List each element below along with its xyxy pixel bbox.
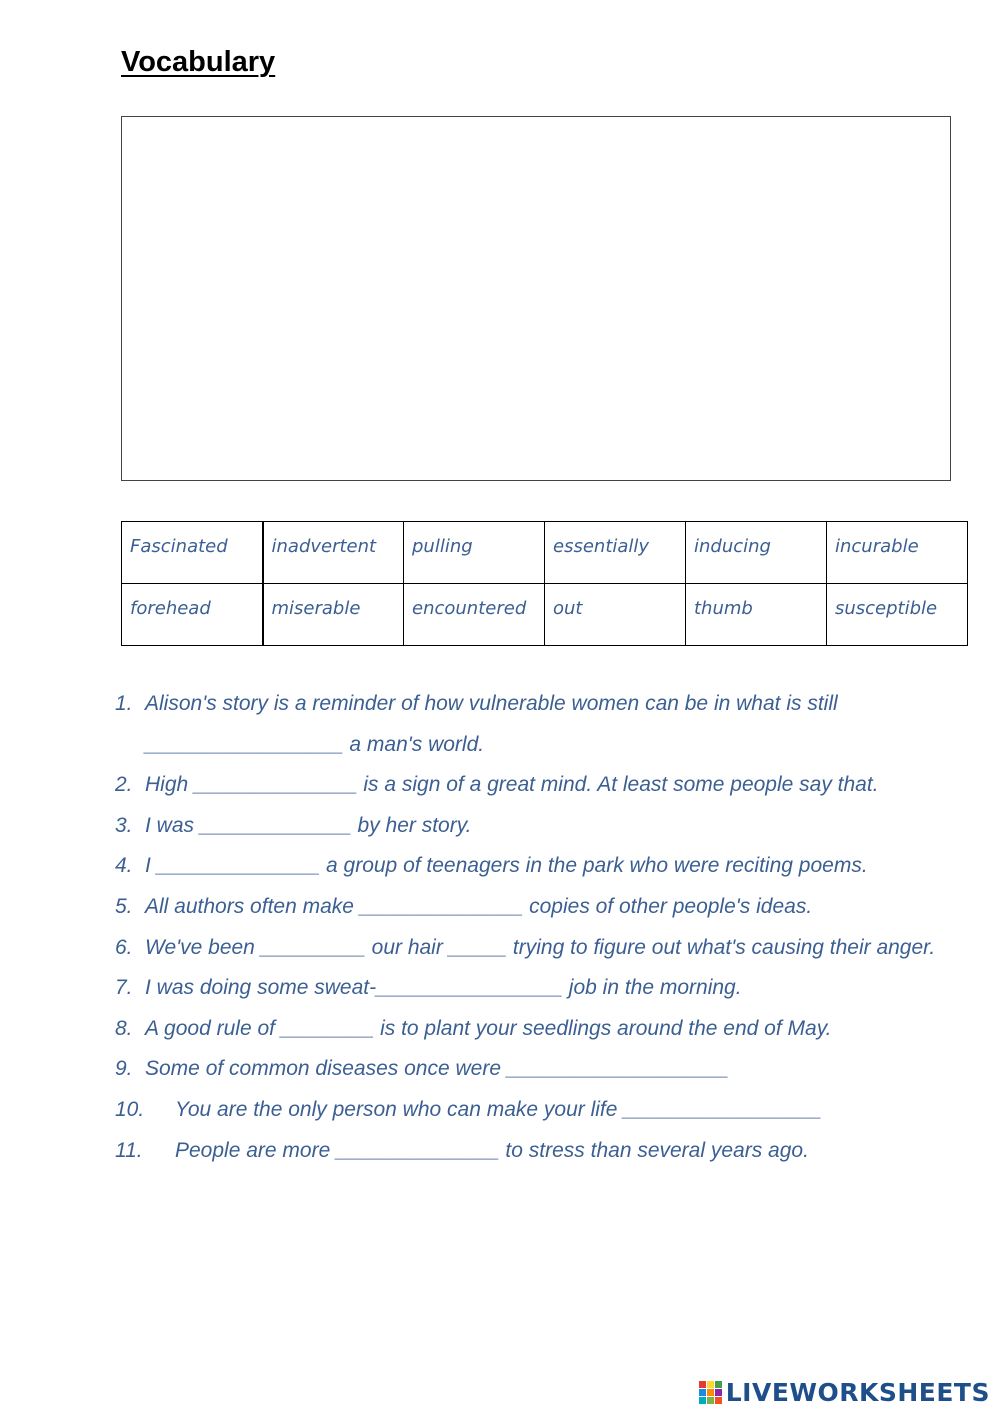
logo-square: [707, 1381, 714, 1388]
logo-square: [707, 1397, 714, 1404]
word-bank-cell: incurable: [827, 522, 968, 584]
question-item: [115, 928, 945, 969]
question-number: 5.: [115, 894, 133, 918]
question-item: [115, 968, 945, 1009]
image-placeholder-box: [121, 116, 951, 481]
question-number: 2.: [115, 773, 133, 797]
word-bank-cell: thumb: [686, 584, 827, 646]
logo-square: [715, 1381, 722, 1388]
logo-square: [699, 1389, 706, 1396]
question-text: Some of common diseases once were ___________________: [145, 1057, 729, 1081]
question-number: 6.: [115, 935, 133, 959]
question-text: I ______________ a group of teenagers in the park who were reciting poems.: [145, 854, 868, 878]
logo-square: [699, 1381, 706, 1388]
logo-square: [707, 1389, 714, 1396]
word-bank-cell: inducing: [686, 522, 827, 584]
word-bank-cell: pulling: [404, 522, 545, 584]
question-number: 9.: [115, 1057, 133, 1081]
question-item: [115, 1090, 945, 1131]
question-item: [115, 684, 945, 765]
word-bank-cell: inadvertent: [263, 522, 404, 584]
page-title: Vocabulary: [121, 46, 276, 78]
question-item: [115, 765, 945, 806]
question-text: High ______________ is a sign of a great mind. At least some people say that.: [145, 773, 879, 797]
logo-square: [699, 1397, 706, 1404]
question-text: I was doing some sweat-________________ job in the morning.: [145, 976, 742, 1000]
word-bank-cell: encountered: [404, 584, 545, 646]
question-text: A good rule of ________ is to plant your seedlings around the end of May.: [145, 1016, 832, 1040]
liveworksheets-logo: [699, 1378, 990, 1407]
question-number: 7.: [115, 976, 133, 1000]
question-text: You are the only person who can make your life _________________: [175, 1097, 822, 1121]
question-item: [115, 806, 945, 847]
question-text: All authors often make ______________ copies of other people's ideas.: [145, 894, 813, 918]
logo-text: LIVEWORKSHEETS: [725, 1378, 990, 1407]
question-item: [115, 1009, 945, 1050]
logo-square: [715, 1397, 722, 1404]
question-item: [115, 1049, 945, 1090]
word-bank-cell: miserable: [263, 584, 404, 646]
question-number: 3.: [115, 813, 133, 837]
question-text: We've been _________ our hair _____ trying to figure out what's causing their anger.: [145, 935, 936, 959]
question-text: People are more ______________ to stress than several years ago.: [175, 1138, 809, 1162]
question-item: [115, 887, 945, 928]
question-number: 11.: [115, 1138, 143, 1162]
word-bank-cell: forehead: [122, 584, 263, 646]
question-number: 1.: [115, 692, 133, 715]
question-number: 10.: [115, 1097, 145, 1121]
question-number: 8.: [115, 1016, 133, 1040]
logo-square: [715, 1389, 722, 1396]
question-number: 4.: [115, 854, 133, 878]
logo-mark-icon: [699, 1381, 722, 1404]
word-bank-table: [121, 521, 968, 646]
word-bank-row: [122, 522, 968, 584]
question-item: [115, 846, 945, 887]
question-text: Alison's story is a reminder of how vulnerable women can be in what is still _________________ a man's world.: [145, 692, 838, 756]
word-bank-row: [122, 584, 968, 646]
question-text: I was _____________ by her story.: [145, 813, 472, 837]
question-item: [115, 1131, 945, 1172]
word-bank-cell: Fascinated: [122, 522, 263, 584]
word-bank-cell: susceptible: [827, 584, 968, 646]
question-list: [115, 684, 945, 1171]
word-bank-cell: essentially: [545, 522, 686, 584]
word-bank-cell: out: [545, 584, 686, 646]
